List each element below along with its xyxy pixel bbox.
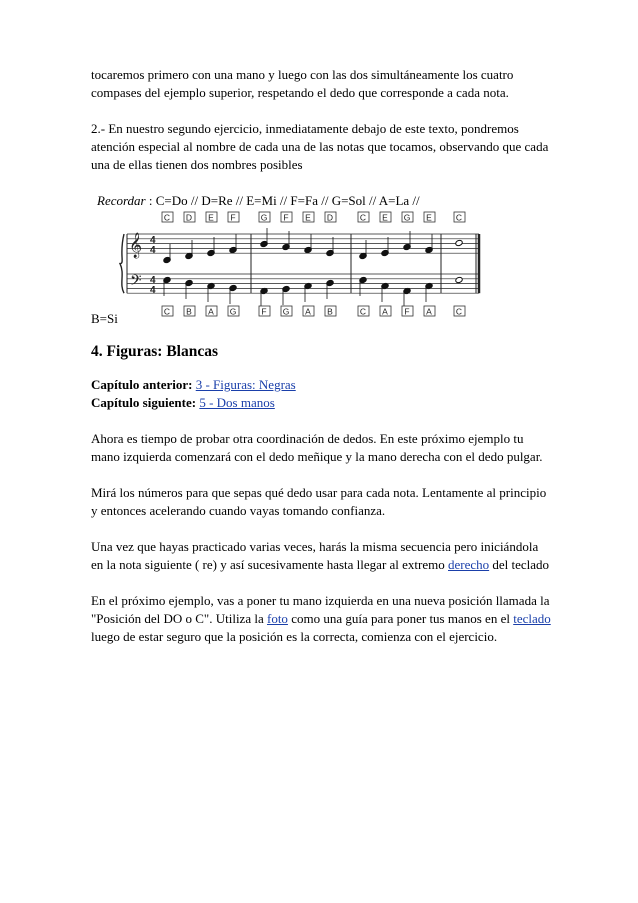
top-notehead [455,239,463,246]
bottom-note-label: G [229,306,237,317]
right-link[interactable]: derecho [448,557,490,572]
recall-text: : C=Do // D=Re // E=Mi // F=Fa // G=Sol // A=La // [145,193,420,208]
top-note-label: E [426,212,432,223]
time-signature-bottom: 4 [150,285,156,296]
bottom-note-label: C [455,306,463,317]
brace [120,234,124,293]
top-note-label: F [230,212,236,223]
top-note-label: G [403,212,411,223]
time-signature-top: 4 [150,275,156,286]
body-paragraph-3-text-a: Una vez que hayas practicado varias veces, harás la misma secuencia pero iniciándola en la nota siguiente ( re) y así sucesivamente hasta llegar al extremo [91,539,539,572]
document-page [91,66,551,646]
bottom-note-label: C [359,306,367,317]
body-paragraph-4-text-b: como una guía para poner tus manos en el [287,611,514,626]
next-chapter-label: Capítulo siguiente: [91,395,197,410]
recall-tail: B=Si [91,311,118,326]
time-signature-top: 4 [150,235,156,246]
top-note-label: C [455,212,463,223]
recall-label: Recordar [97,193,146,208]
bottom-note-label: A [305,306,311,317]
next-chapter [91,394,551,412]
bottom-notehead [455,276,463,283]
top-note-label: C [359,212,367,223]
body-paragraph-4-text-a: En el próximo ejemplo, vas a poner tu mano izquierda en una nueva posición llamada la "Posición del DO o C". Utiliza la [91,593,550,626]
top-note-label: G [260,212,268,223]
bottom-note-label: G [282,306,290,317]
intro-paragraph-2: 2.- En nuestro segundo ejercicio, inmediatamente debajo de este texto, pondremos atención especial al nombre de cada una de las notas que tocamos, observando que cada una de ellas tienen dos nombres posibles [91,121,549,172]
keyboard-link[interactable]: teclado [513,611,551,626]
bottom-note-label: F [261,306,267,317]
top-note-label: C [163,212,171,223]
top-note-label: E [208,212,214,223]
bottom-note-label: A [382,306,388,317]
bottom-note-label: C [163,306,171,317]
photo-link[interactable]: foto [266,611,288,626]
bottom-note-label: B [327,306,333,317]
body-paragraph-4-text-c: luego de estar seguro que la posición es la correcta, comienza con el ejercicio. [91,629,498,644]
staves [120,228,479,307]
bottom-note-label: B [186,306,192,317]
bottom-note-label: A [208,306,214,317]
intro-paragraph-1: tocaremos primero con una mano y luego con las dos simultáneamente los cuatro compases del ejemplo superior, respetando el dedo que corresponde a cada nota. [91,67,514,100]
next-chapter-link[interactable]: 5 - Dos manos [199,395,275,410]
top-note-label: D [185,212,193,223]
previous-chapter-link[interactable]: 3 - Figuras: Negras [195,377,296,392]
section-title: 4. Figuras: Blancas [91,343,219,360]
top-note-label: F [283,212,289,223]
bass-clef: 𝄢 [130,272,142,292]
body-paragraph-1: Ahora es tiempo de probar otra coordinación de dedos. En este próximo ejemplo tu mano izquierda comenzará con el dedo meñique y la mano derecha con el dedo pulgar. [91,431,543,464]
top-note-label: E [305,212,311,223]
body-paragraph-3 [91,538,551,574]
previous-chapter [91,376,551,394]
body-paragraph-3-text-b: del teclado [489,557,550,572]
treble-clef: 𝄞 [129,232,143,257]
top-note-label: E [382,212,388,223]
top-note-label: D [326,212,334,223]
music-score [119,210,519,322]
body-paragraph-4 [91,592,551,646]
recall-line [97,192,551,210]
bottom-note-label: A [426,306,432,317]
body-paragraph-2: Mirá los números para que sepas qué dedo usar para cada nota. Lentamente al principio y entonces acelerando cuando vayas tomando confianza. [91,485,547,518]
time-signature-bottom: 4 [150,245,156,256]
previous-chapter-label: Capítulo anterior: [91,377,193,392]
top-note-labels [162,212,465,223]
bottom-note-label: F [404,306,410,317]
